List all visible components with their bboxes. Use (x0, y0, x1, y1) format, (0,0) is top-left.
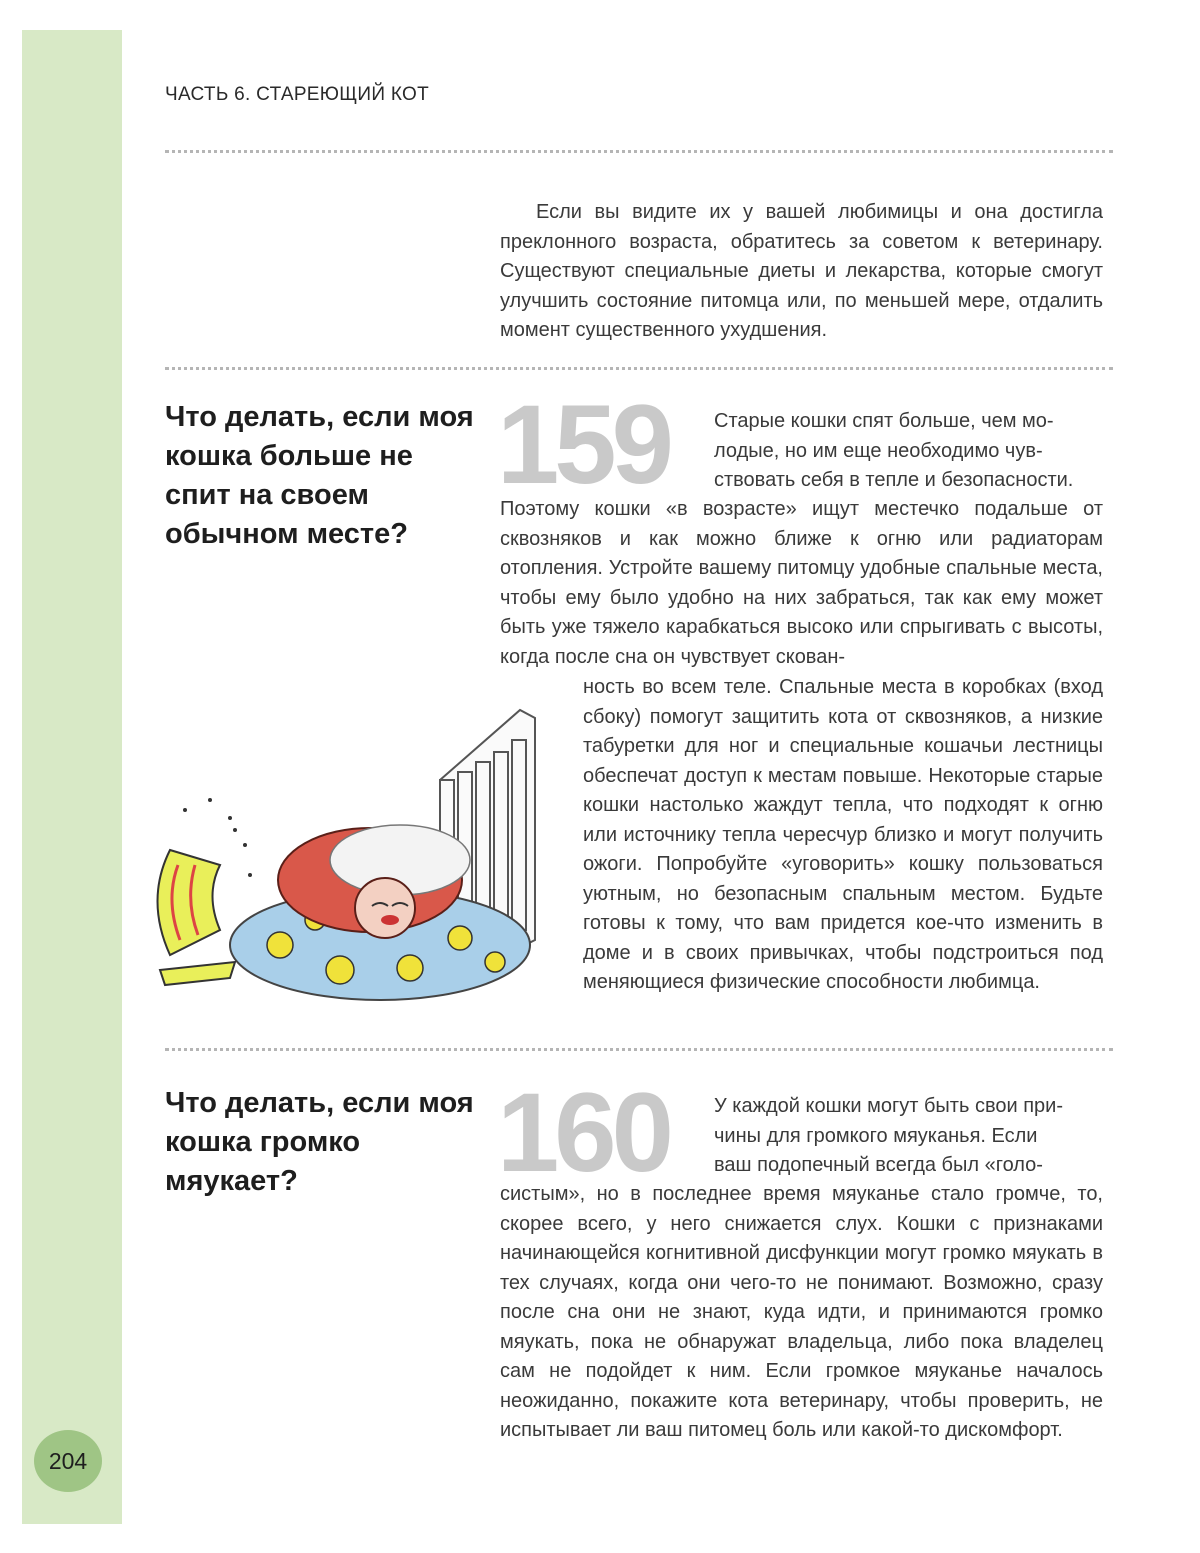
text-line: У каждой кошки могут быть свои при- (714, 1092, 1104, 1122)
section-header: ЧАСТЬ 6. СТАРЕЮЩИЙ КОТ (165, 84, 429, 106)
dotted-divider (165, 367, 1113, 370)
tip-159-text-narrow: ность во всем теле. Спальные места в коробках (вход сбоку) помогут защитить кота от сквозняков, а низкие табуретки для ног и специальные кошачьи лестницы обеспечат доступ к местам повыше. Некоторые старые кошки настолько жаждут тепла, что подходят к огню или источнику тепла чересчур близко и могут получить ожоги. Попробуйте «уговорить» кошку пользоваться уютным, но безопасным спальным местом. Будьте готовы к тому, что вам придется кое-что изменить в доме и в своих привычках, чтобы подстроиться под меняющиеся физические способности любимца. (583, 673, 1103, 998)
tip-160-lead (714, 1092, 1104, 1181)
page-margin-band (22, 30, 122, 1524)
heater (158, 850, 236, 985)
sleeping-cat-illustration (140, 700, 560, 1010)
page-number: 204 (34, 1430, 102, 1492)
text-line: ваш подопечный всегда был «голо- (714, 1151, 1104, 1181)
text-line: чины для громкого мяуканья. Если (714, 1122, 1104, 1152)
question-159: Что делать, если моя кошка больше не спит на своем обычном месте? (165, 398, 485, 554)
dotted-divider (165, 1048, 1113, 1051)
question-160: Что делать, если моя кошка громко мяукает? (165, 1084, 485, 1201)
text-line: Старые кошки спят больше, чем мо- (714, 407, 1104, 437)
text-line: ствовать себя в тепле и безопасности. (714, 466, 1104, 496)
tip-number-160: 160 (497, 1083, 669, 1183)
dotted-divider (165, 150, 1113, 153)
tip-159-text-full: Поэтому кошки «в возрасте» ищут местечко подальше от сквозняков и как можно ближе к огню или радиаторам отопления. Устройте вашему питомцу удобные спальные места, чтобы ему было удобно на них забраться, так как ему может быть уже тяжело карабкаться высоко или спрыгивать с высоты, когда после сна он чувствует скован- (500, 495, 1103, 672)
tip-number-159: 159 (497, 395, 669, 495)
tip-159-lead (714, 407, 1104, 496)
intro-paragraph: Если вы видите их у вашей любимицы и она достигла преклонного возраста, обратитесь за советом к ветеринару. Существуют специальные диеты и лекарства, которые смогут улучшить состояние питомца или, по меньшей мере, отдалить момент существенного ухудшения. (500, 198, 1103, 346)
tip-160-text-full: систым», но в последнее время мяуканье стало громче, то, скорее всего, у него снижается слух. Кошки с признаками начинающейся когнитивной дисфункции могут громко мяукать в тех случаях, когда они чего-то не понимают. Возможно, сразу после сна они не знают, куда идти, и принимаются громко мяукать, пока не обнаружат владельца, либо пока владелец сам не подойдет к ним. Если громкое мяуканье началось неожиданно, покажите кота ветеринару, чтобы проверить, не испытывает ли ваш питомец боль или какой-то дискомфорт. (500, 1180, 1103, 1446)
text-line: лодые, но им еще необходимо чув- (714, 437, 1104, 467)
